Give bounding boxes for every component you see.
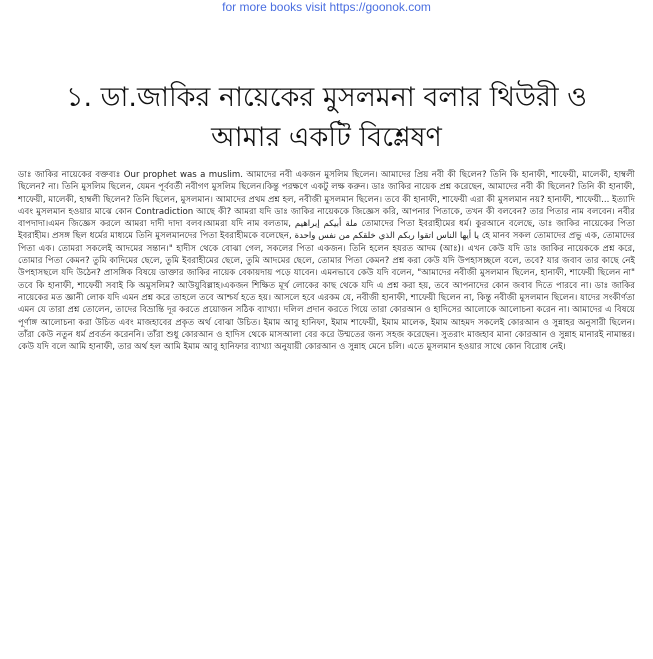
arabic-quote-1: ملة أبيكم إبراهيم — [294, 219, 358, 230]
paragraph-2: তোমাদের পিতা ইবরাহীমের ধর্ম। কুরআনে বলেছে, ডাঃ জাকির নায়েকের পিতা ইবরাহীম। প্রসঙ্গ ছিল ধর্মের মাধ্যমে তিনি মুসলমানদের পিতা ইবরাহীমকে বলেছেন, — [18, 219, 635, 242]
header-link[interactable]: for more books visit https://goonok.com — [222, 0, 431, 14]
arabic-quote-2: يا أيها الناس اتقوا ربكم الذي خلقكم من نفس واحدة — [294, 231, 480, 242]
document-body — [18, 169, 635, 659]
paragraph-4: আসলে হবে এরকম যে, নবীজী হানাফী, শাফেয়ী ছিলেন না, কিন্তু নবীজী মুসলমান ছিলেন। যাদের সংকীর্ণতা এমন যে তারা প্রশ্ন তোলেন, তাদের বিভ্রান্তি দূর করতে প্রয়োজন সঠিক ব্যাখ্যা। দলিল প্রদান করতে গিয়ে তারা কোরআন ও হাদিসের আলোকে আলোচনা করেন না। আমাদের এ বিষয়ে পূর্ণাঙ্গ আলোচনা করা উচিত এবং মাজহাবের প্রকৃত অর্থ বোঝা উচিত। ইমাম আবু হানিফা, ইমাম শাফেয়ী, ইমাম মালেক, ইমাম আহমদ সকলেই কোরআন ও সুন্নাহর অনুসারী ছিলেন। তাঁরা কেউ নতুন ধর্ম প্রবর্তন করেননি। তাঁরা শুধু কোরআন ও হাদিস থেকে মাসআলা বের করে উম্মতের জন্য সহজ করেছেন। সুতরাং মাজহাব মানা কোরআন ও সুন্নাহ মানারই নামান্তর। কেউ যদি বলে আমি হানাফী, তার অর্থ হল আমি ইমাম আবু হানিফার ব্যাখ্যা অনুযায়ী কোরআন ও সুন্নাহ মেনে চলি। এতে মুসলমান হওয়ার সাথে কোন বিরোধ নেই। — [18, 292, 635, 353]
paragraph-1: ডাঃ জাকির নায়েকের বক্তব্যঃ Our prophet was a muslim. আমাদের নবী একজন মুসলিম ছিলেন। আমাদের প্রিয় নবী কী ছিলেন? তিনি কি হানাফী, শাফেয়ী, মালেকী, হাম্বলী ছিলেন? না। তিনি মুসলিম ছিলেন, যেমন পূর্ববর্তী নবীগণ মুসলিম ছিলেন।কিন্তু পরক্ষণে একটু লক্ষ করুন। ডাঃ জাকির নায়েক প্রশ্ন করেছেন, আমাদের নবী কী ছিলেন? তিনি কী হানাফী, শাফেয়ী, মালেকী, হাম্বলী ছিলেন? তিনি ছিলেন, মুসলমান। আমাদের প্রথম প্রশ্ন হল, নবীজী মুসলমান ছিলেন। তবে কী হানাফী, শাফেয়ী এরা কী মুসলমান নয়? হানাফী, শাফেয়ী... ইত্যাদি এবং মুসলমান হওয়ার মাঝে কোন Contradiction আছে কী? আমরা যদি ডাঃ জাকির নায়েককে জিজ্ঞেস করি, আপনার পিতাকে, তখন কী বলবেন? তার পিতার নাম বলবেন। নবীর বাপদাদা।এমন জিজ্ঞেস করলে আমরা দাদী দাদা বলব।আমরা যদি নাম বলতাম, — [18, 170, 635, 230]
paragraph-3: হে মানব সকল তোমাদের প্রভু এক, তোমাদের পিতা এক। তোমরা সকলেই আদমের সন্তান।" হাদীস থেকে বোঝা গেল, সকলের পিতা একজন। তিনি হলেন হযরত আদম (আঃ)। এখন কেউ যদি ডাঃ জাকির নায়েককে প্রশ্ন করে, তোমার পিতা কেমন? তুমি কাদিমের ছেলে, তুমি ইবরাহীমের ছেলে, তুমি আদমের ছেলে, তোমার পিতা কেমন? প্রশ্ন করা কেউ যদি উপহাসচ্ছলে বলে, তবে? যার জবাব তার কাছে নেই উপহাসছলে যদি উঠেন? প্রাসঙ্গিক বিষয়ে ডাক্তার জাকির নায়েক বেকায়দায় পড়ে যাবেন। এমনভাবে কেউ যদি বলেন, "আমাদের নবীজী মুসলমান ছিলেন, হানাফী, শাফেয়ী ছিলেন না" তবে কি হানাফী, শাফেয়ী সবাই কি অমুসলিম? আউযুবিল্লাহ।একজন শিক্ষিত মূর্খ লোকের কাছ থেকে যদি এ প্রশ্ন করা হয়, তবে আপনাদের কোন জবাব দিতে পারবে না। ডাঃ জাকির নায়েকের মত জ্ঞানী লোক যদি এমন প্রশ্ন করে তাহলে তবে আশ্চর্য হতে হয়। — [18, 231, 635, 303]
page-title: ১. ডা.জাকির নায়েকের মুসলমনা বলার থিউরী ও আমার একটি বিশ্লেষণ — [65, 82, 588, 153]
